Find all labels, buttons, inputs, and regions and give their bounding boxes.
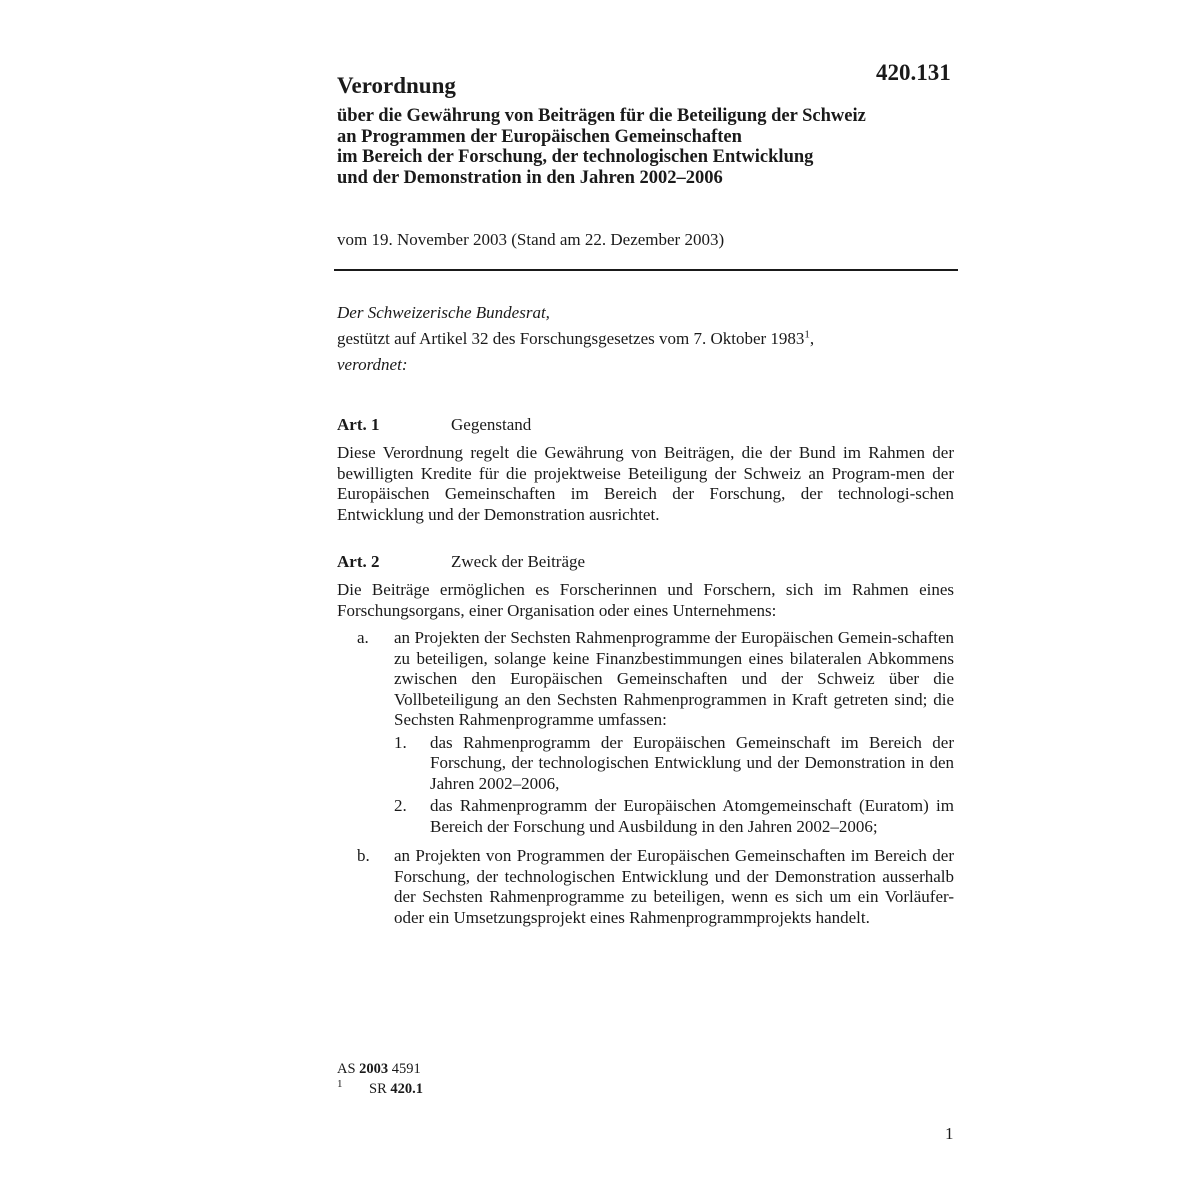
preamble-authority: Der Schweizerische Bundesrat,	[337, 303, 550, 322]
article-number: Art. 2	[337, 552, 380, 571]
sub-item-text: das Rahmenprogramm der Europäischen Gemeinschaft im Bereich der Forschung, der technologischen Entwicklung und der Demonstration in den Jahren 2002–2006,	[430, 732, 954, 793]
list-marker: a.	[357, 628, 369, 647]
article-2-intro: Die Beiträge ermöglichen es Forscherinnen und Forschern, sich im Rahmen eines Forschungsorgans, einer Organisation oder eines Unternehmens:	[337, 580, 954, 620]
sub-item-text: das Rahmenprogramm der Europäischen Atomgemeinschaft (Euratom) im Bereich der Forschung und Ausbildung in den Jahren 2002–2006;	[430, 796, 954, 836]
article-title: Gegenstand	[451, 415, 532, 434]
header-divider	[334, 269, 958, 271]
subtitle-line: an Programmen der Europäischen Gemeinschaften	[337, 126, 742, 147]
preamble	[337, 300, 814, 378]
preamble-decree: verordnet:	[337, 355, 408, 374]
as-prefix: AS	[337, 1061, 356, 1077]
preamble-basis-text: gestützt auf Artikel 32 des Forschungsgesetzes vom 7. Oktober 1983	[337, 329, 805, 348]
sub-list-marker: 1.	[394, 732, 407, 752]
footnote-prefix: SR	[369, 1081, 387, 1097]
footnote-ref: 420.1	[390, 1081, 423, 1097]
document-date: vom 19. November 2003 (Stand am 22. Dezember 2003)	[337, 230, 725, 249]
sr-number: 420.131	[876, 60, 951, 85]
as-year: 2003	[359, 1061, 389, 1077]
sub-list-marker: 2.	[394, 796, 407, 815]
article-2-heading	[337, 552, 957, 572]
list-item-text: an Projekten von Programmen der Europäischen Gemeinschaften im Bereich der Forschung, der technologischen Entwicklung und der Demonstration ausserhalb der Sechsten Rahmenprogramme zu beteiligen, wenn es sich um ein Vorläufer- oder ein Umsetzungsprojekt eines Rahmenprogrammprojekts handelt.	[394, 846, 954, 927]
list-item-text: an Projekten der Sechsten Rahmenprogramme der Europäischen Gemein-schaften zu beteiligen, solange keine Finanzbestimmungen eines bilateralen Abkommens zwischen den Europäischen Gemeinschaften und der Schweiz über die Vollbeteiligung an den Sechsten Rahmenprogrammen in Kraft getreten sind; die Sechsten Rahmenprogramme umfassen:	[394, 628, 954, 729]
list-item-content	[394, 846, 954, 928]
list-item-a	[337, 628, 954, 837]
list-item-content	[394, 628, 954, 837]
footnote-reference[interactable]: 1	[804, 328, 810, 341]
preamble-basis-end: ,	[809, 329, 815, 348]
document-subtitle	[337, 106, 977, 188]
article-1-text: Diese Verordnung regelt die Gewährung von Beiträgen, die der Bund im Rahmen der bewilligten Kredite für die projektweise Beteiligung der Schweiz an Program-men der Europäischen Gemeinschaften im Bereich der Forschung, der technologi-schen Entwicklung und der Demonstration ausrichtet.	[337, 443, 954, 524]
official-compilation-ref	[337, 1059, 423, 1079]
footnotes	[337, 1059, 423, 1099]
article-number: Art. 1	[337, 415, 380, 434]
subtitle-line: im Bereich der Forschung, der technologischen Entwicklung	[337, 147, 814, 167]
sub-item-2	[394, 796, 954, 837]
page-number: 1	[945, 1124, 954, 1143]
list-marker: b.	[357, 846, 370, 865]
footnote-1: 1 SR 420.1	[337, 1078, 423, 1097]
sub-item-1	[394, 733, 954, 795]
article-title: Zweck der Beiträge	[451, 552, 586, 571]
as-page: 4591	[391, 1061, 421, 1077]
preamble-basis	[337, 326, 814, 352]
article-1-heading	[337, 415, 957, 435]
subtitle-line: und der Demonstration in den Jahren 2002–2006	[337, 167, 723, 188]
subtitle-line: über die Gewährung von Beiträgen für die Beteiligung der Schweiz	[337, 106, 866, 126]
document-title: Verordnung	[337, 73, 456, 98]
list-item-b	[337, 846, 954, 928]
